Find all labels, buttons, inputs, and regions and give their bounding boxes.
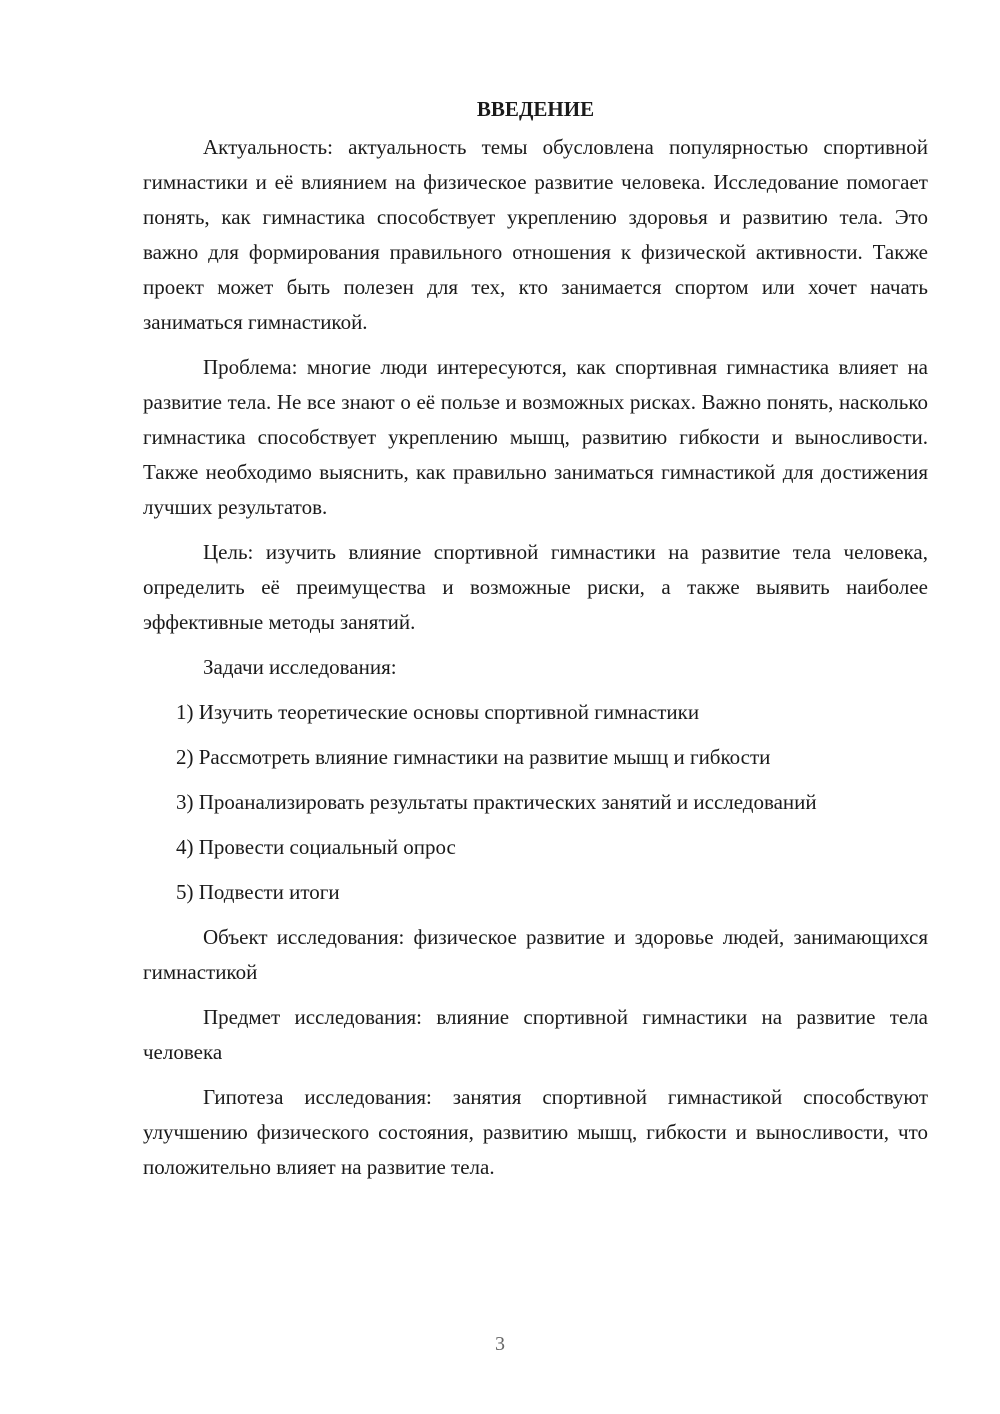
task-item-5: 5) Подвести итоги — [176, 880, 340, 904]
task-item-3: 3) Проанализировать результаты практических занятий и исследований — [176, 790, 817, 814]
object-paragraph: Объект исследования: физическое развитие и здоровье людей, занимающихся гимнастикой — [143, 925, 928, 984]
hypothesis-paragraph: Гипотеза исследования: занятия спортивной гимнастикой способствуют улучшению физического состояния, развитию мышц, гибкости и выносливости, что положительно влияет на развитие тела. — [143, 1085, 928, 1179]
relevance-paragraph: Актуальность: актуальность темы обусловлена популярностью спортивной гимнастики и её влиянием на физическое развитие человека. Исследование помогает понять, как гимнастика способствует укреплению здоровья и развитию тела. Это важно для формирования правильного отношения к физической активности. Также проект может быть полезен для тех, кто занимается спортом или хочет начать заниматься гимнастикой. — [143, 135, 928, 334]
page-number: 3 — [495, 1333, 505, 1355]
tasks-heading: Задачи исследования: — [203, 655, 397, 679]
problem-paragraph: Проблема: многие люди интересуются, как спортивная гимнастика влияет на развитие тела. Не все знают о её пользе и возможных рисках. Важно понять, насколько гимнастика способствует укреплению мышц, развитию гибкости и выносливости. Также необходимо выяснить, как правильно заниматься гимнастикой для достижения лучших результатов. — [143, 355, 928, 519]
task-item-2: 2) Рассмотреть влияние гимнастики на развитие мышц и гибкости — [176, 745, 771, 769]
document-page — [143, 92, 928, 1185]
goal-paragraph: Цель: изучить влияние спортивной гимнастики на развитие тела человека, определить её преимущества и возможные риски, а также выявить наиболее эффективные методы занятий. — [143, 540, 928, 634]
section-title: ВВЕДЕНИЕ — [476, 97, 595, 121]
task-item-1: 1) Изучить теоретические основы спортивной гимнастики — [176, 700, 700, 724]
task-item-4: 4) Провести социальный опрос — [176, 835, 456, 859]
subject-paragraph: Предмет исследования: влияние спортивной гимнастики на развитие тела человека — [143, 1005, 928, 1064]
